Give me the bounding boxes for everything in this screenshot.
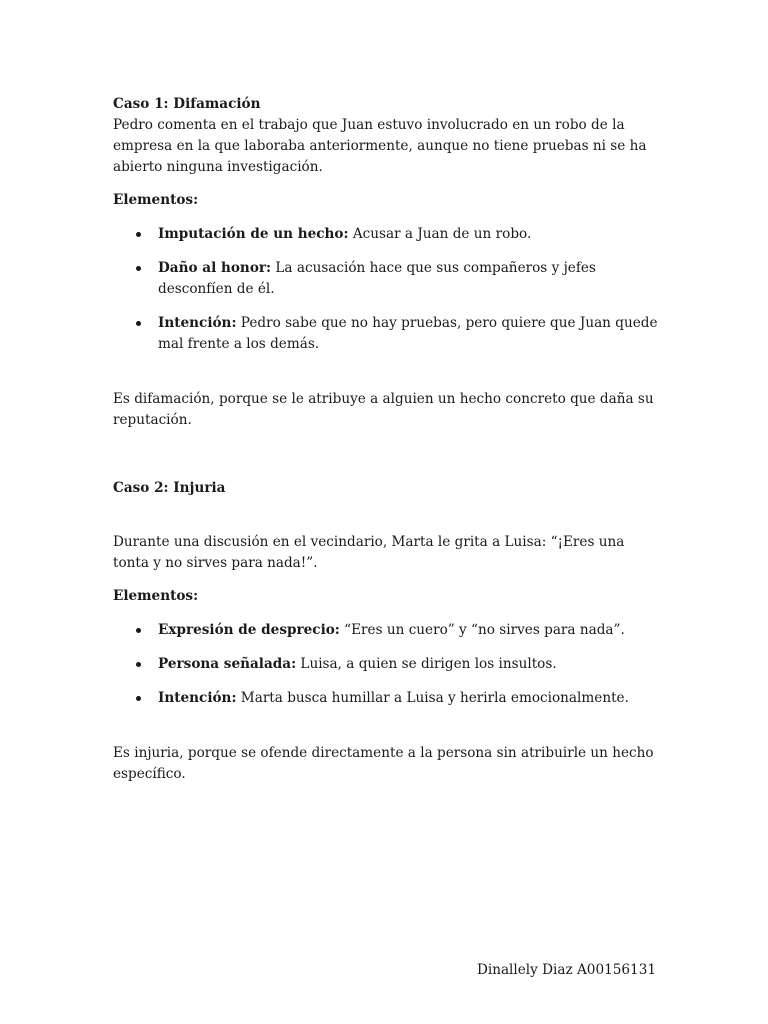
case1-elements-list xyxy=(113,224,661,355)
case1-conclusion: Es difamación, porque se le atribuye a alguien un hecho concreto que daña su reputación. xyxy=(113,391,654,428)
element-text: Acusar a Juan de un robo. xyxy=(348,226,532,242)
case2-conclusion: Es injuria, porque se ofende directamente a la persona sin atribuirle un hecho específico. xyxy=(113,745,654,782)
case2-description: Durante una discusión en el vecindario, Marta le grita a Luisa: “¡Eres una tonta y no sirves para nada!”. xyxy=(113,534,625,571)
element-term: Persona señalada: xyxy=(158,656,297,672)
list-item xyxy=(113,224,661,245)
element-term: Imputación de un hecho: xyxy=(158,226,349,242)
element-term: Daño al honor: xyxy=(158,260,272,276)
case1-title: Caso 1: Difamación xyxy=(113,96,261,112)
element-text: Luisa, a quien se dirigen los insultos. xyxy=(296,656,557,672)
element-text: “Eres un cuero” y “no sirves para nada”. xyxy=(339,622,625,638)
list-item xyxy=(113,688,661,709)
list-item xyxy=(113,313,661,355)
case2-elements-heading: Elementos: xyxy=(113,588,199,604)
list-item xyxy=(113,620,661,641)
footer-author: Dinallely Diaz A00156131 xyxy=(476,962,656,978)
element-text: Pedro sabe que no hay pruebas, pero quiere que Juan quede mal frente a los demás. xyxy=(158,315,658,352)
element-term: Intención: xyxy=(158,315,237,331)
list-item xyxy=(113,258,661,300)
element-text: La acusación hace que sus compañeros y jefes desconfíen de él. xyxy=(158,260,596,297)
document-body xyxy=(113,94,661,785)
case1-elements-heading: Elementos: xyxy=(113,192,199,208)
case2-elements-list xyxy=(113,620,661,709)
case1-description: Pedro comenta en el trabajo que Juan estuvo involucrado en un robo de la empresa en la que laboraba anteriormente, aunque no tiene pruebas ni se ha abierto ninguna investigación. xyxy=(113,117,647,175)
list-item xyxy=(113,654,661,675)
element-term: Expresión de desprecio: xyxy=(158,622,340,638)
element-term: Intención: xyxy=(158,690,237,706)
element-text: Marta busca humillar a Luisa y herirla emocionalmente. xyxy=(236,690,629,706)
case2-title: Caso 2: Injuria xyxy=(113,480,226,496)
